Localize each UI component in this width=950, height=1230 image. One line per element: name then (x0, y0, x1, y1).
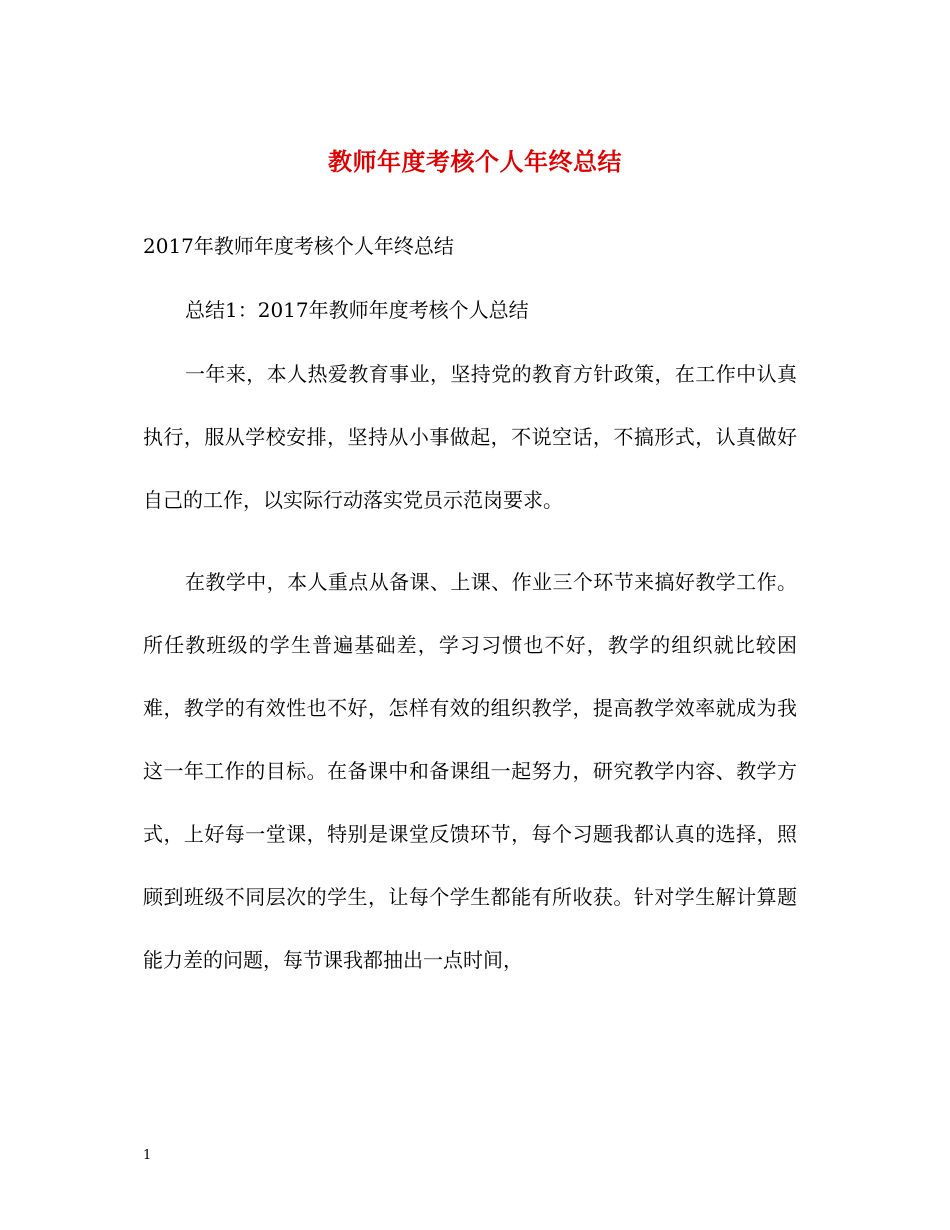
document-heading: 2017年教师年度考核个人年终总结 (143, 234, 454, 258)
body-paragraph: 一年来，本人热爱教育事业，坚持党的教育方针政策，在工作中认真执行，服从学校安排，坚持从小事做起，不说空话，不搞形式，认真做好自己的工作，以实际行动落实党员示范岗要求。 (143, 362, 797, 512)
summary-subheading: 总结1：2017年教师年度考核个人总结 (185, 298, 529, 322)
document-title: 教师年度考核个人年终总结 (328, 147, 622, 176)
page-number: 1 (143, 1148, 152, 1163)
document-body (143, 224, 797, 992)
body-paragraph: 在教学中，本人重点从备课、上课、作业三个环节来搞好教学工作。所任教班级的学生普遍基础差，学习习惯也不好，教学的组织就比较困难，教学的有效性也不好，怎样有效的组织教学，提高教学效率就成为我这一年工作的目标。在备课中和备课组一起努力，研究教学内容、教学方式，上好每一堂课，特别是课堂反馈环节，每个习题我都认真的选择，照顾到班级不同层次的学生，让每个学生都能有所收获。针对学生解计算题能力差的问题，每节课我都抽出一点时间， (143, 570, 797, 972)
